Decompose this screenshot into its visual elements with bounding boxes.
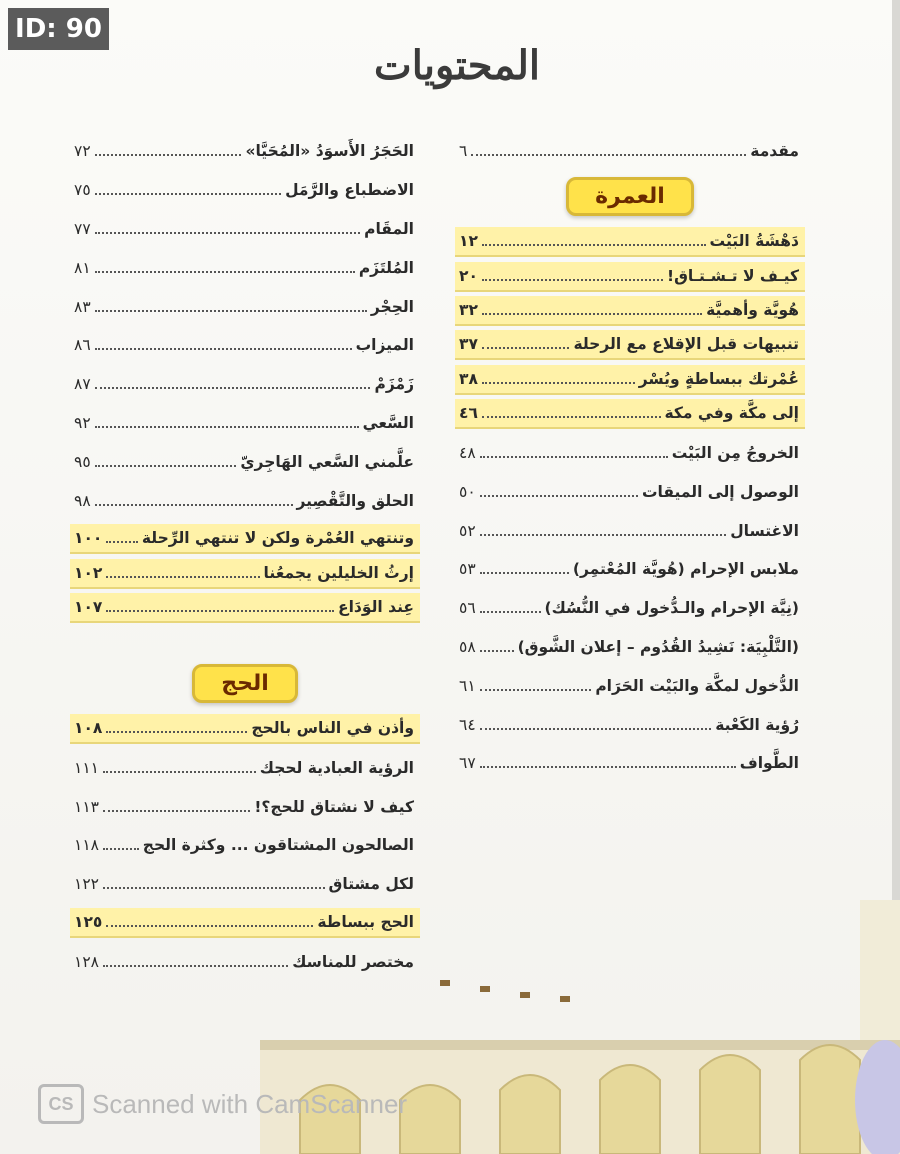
toc-entry	[70, 593, 420, 623]
toc-entry	[455, 132, 805, 171]
toc-entry-page: ١٠٢	[74, 563, 103, 582]
dot-leader	[480, 456, 668, 458]
toc-entry-page: ١٢	[459, 232, 478, 251]
toc-entry-page: ٥٨	[459, 637, 476, 656]
dot-leader	[482, 313, 702, 315]
toc-entry-page: ٥٣	[459, 560, 476, 579]
toc-entry-page: ٦١	[459, 676, 476, 695]
toc-entry-title: إرثُ الخليلين يجمعُنا	[263, 563, 414, 582]
toc-entry	[70, 132, 420, 171]
dot-leader	[95, 271, 355, 273]
section-label: العمرة	[566, 177, 694, 216]
toc-entry-page: ٤٦	[459, 404, 478, 423]
toc-entry-page: ٤٨	[459, 443, 476, 462]
dot-leader	[482, 279, 663, 281]
toc-entry-title: المُلتَزَم	[358, 258, 414, 277]
dot-leader	[480, 650, 514, 652]
toc-entry	[455, 705, 805, 744]
toc-entry-page: ٧٥	[74, 181, 91, 200]
dot-leader	[480, 689, 592, 691]
toc-entry-page: ٣٧	[459, 335, 478, 354]
toc-entry-page: ٦٧	[459, 754, 476, 773]
toc-entry-title: كيـف لا تـشـتـاق!	[667, 266, 799, 285]
toc-entry-page: ٥٦	[459, 599, 476, 618]
toc-entry-page: ١١١	[74, 758, 99, 777]
toc-entry-title: الميزاب	[355, 336, 414, 355]
toc-entry-title: (نِيَّة الإحرام والـدُّخول في النُّسُك)	[544, 599, 799, 618]
toc-entry-page: ١٠٨	[74, 718, 103, 737]
toc-entry-title: تنبيهات قبل الإقلاع مع الرحلة	[573, 335, 799, 354]
toc-entry-title: الخروجُ مِن البَيْت	[671, 443, 799, 462]
toc-entry-title: إلى مكَّة وفي مكة	[664, 404, 799, 423]
camscanner-logo-icon: CS	[38, 1084, 84, 1124]
toc-entry	[70, 365, 420, 404]
dot-leader	[95, 193, 281, 195]
dot-leader	[482, 347, 570, 349]
dot-leader	[106, 541, 138, 543]
toc-entry-title: مختصر للمناسك	[292, 952, 414, 971]
toc-entry-title: (التَّلْبِيَة: نَشِيدُ القُدُوم – إعلان الشَّوق)	[517, 637, 799, 656]
toc-entry	[70, 559, 420, 589]
dot-leader	[95, 310, 367, 312]
dot-leader	[482, 244, 706, 246]
toc-entry-title: دَهْشَةُ البَيْت	[709, 232, 799, 251]
dot-leader	[95, 465, 237, 467]
toc-entry	[455, 227, 805, 257]
toc-entry-title: وأذن في الناس بالحج	[251, 718, 414, 737]
id-badge: ID: 90	[8, 8, 109, 50]
toc-entry	[70, 326, 420, 365]
dot-leader	[480, 766, 736, 768]
toc-entry	[70, 404, 420, 443]
toc-entry-page: ٨٧	[74, 375, 91, 394]
toc-entry-title: مقدمة	[750, 142, 799, 161]
toc-entry-page: ٩٥	[74, 452, 91, 471]
toc-entry	[70, 714, 420, 744]
toc-entry-title: الرؤية العبادية لحجك	[259, 758, 414, 777]
toc-entry	[70, 524, 420, 554]
toc-entry-page: ٧٧	[74, 219, 91, 238]
toc-entry	[455, 330, 805, 360]
dot-leader	[103, 810, 250, 812]
toc-entry-title: رُؤية الكَعْبة	[715, 715, 799, 734]
toc-right-column	[455, 132, 805, 783]
section-label: الحج	[192, 664, 298, 703]
toc-entry-page: ١١٨	[74, 836, 99, 855]
toc-entry	[455, 666, 805, 705]
toc-entry-title: الدُّخول لمكَّة والبَيْت الحَرَام	[595, 676, 799, 695]
toc-entry	[455, 550, 805, 589]
toc-entry	[70, 287, 420, 326]
toc-entry-page: ٨٣	[74, 297, 91, 316]
dot-leader	[106, 610, 334, 612]
page-title: المحتويات	[374, 42, 540, 89]
toc-entry-page: ٣٢	[459, 300, 478, 319]
toc-entry	[455, 296, 805, 326]
camscanner-watermark	[38, 1084, 407, 1124]
toc-entry-title: زَمْزَمْ	[374, 375, 414, 394]
toc-entry-title: الطَّواف	[739, 754, 799, 773]
toc-entry	[455, 511, 805, 550]
toc-entry	[70, 748, 420, 787]
toc-entry-title: الحِجْر	[370, 297, 414, 316]
toc-entry-title: الحَجَرُ الأَسوَدُ «المُحَيَّا»	[245, 142, 414, 161]
dot-leader	[95, 232, 360, 234]
toc-entry-title: علَّمني السَّعي الهَاجِريّ	[240, 452, 414, 471]
toc-entry	[455, 434, 805, 473]
dot-leader	[95, 426, 359, 428]
spacer	[70, 628, 420, 658]
toc-entry-page: ١١٣	[74, 797, 99, 816]
toc-entry-title: المقَام	[364, 219, 414, 238]
toc-entry	[455, 365, 805, 395]
toc-entry	[70, 442, 420, 481]
toc-entry	[70, 248, 420, 287]
dot-leader	[480, 572, 569, 574]
section-header	[455, 171, 805, 223]
toc-entry-page: ٥٢	[459, 521, 476, 540]
toc-entry-title: عُمْرتك ببساطةٍ ويُسْر	[638, 369, 799, 388]
toc-entry-title: كيف لا نشتاق للحج؟!	[254, 797, 414, 816]
dot-leader	[95, 154, 242, 156]
toc-entry	[455, 399, 805, 429]
dot-leader	[103, 848, 139, 850]
toc-entry-title: لكل مشتاق	[328, 875, 414, 894]
dot-leader	[103, 887, 325, 889]
toc-entry-title: الاضطباع والرَّمَل	[285, 181, 414, 200]
dot-leader	[480, 611, 541, 613]
dot-leader	[95, 348, 352, 350]
toc-entry-page: ٢٠	[459, 266, 478, 285]
toc-entry	[70, 826, 420, 865]
toc-entry-title: وتنتهي العُمْرة ولكن لا تنتهي الرِّحلة	[141, 529, 414, 548]
dot-leader	[106, 576, 259, 578]
toc-entry-page: ٩٨	[74, 491, 91, 510]
toc-entry	[70, 171, 420, 210]
toc-entry-title: الصالحون المشتاقون ... وكثرة الحج	[142, 836, 414, 855]
toc-entry-page: ١٠٧	[74, 598, 103, 617]
dot-leader	[480, 728, 712, 730]
toc-entry-page: ٧٢	[74, 142, 91, 161]
toc-entry-page: ١٢٢	[74, 875, 99, 894]
dot-leader	[480, 534, 727, 536]
toc-entry-title: السَّعي	[362, 413, 414, 432]
toc-entry	[455, 262, 805, 292]
toc-entry-title: الاغتسال	[730, 521, 799, 540]
toc-entry-page: ٨٦	[74, 336, 91, 355]
toc-entry-page: ٩٢	[74, 413, 91, 432]
dot-leader	[95, 504, 293, 506]
toc-entry-page: ٦٤	[459, 715, 476, 734]
toc-entry-title: الحلق والتَّقْصِير	[296, 491, 414, 510]
toc-entry-page: ١٢٨	[74, 952, 99, 971]
toc-entry-page: ١٠٠	[74, 529, 103, 548]
toc-entry	[455, 472, 805, 511]
toc-entry	[70, 481, 420, 520]
toc-entry	[455, 744, 805, 783]
toc-entry	[70, 865, 420, 904]
toc-entry-title: عِند الوَدَاع	[338, 598, 414, 617]
toc-entry-title: ملابس الإحرام (هُويَّة المُعْتمِر)	[572, 560, 799, 579]
dot-leader	[471, 154, 746, 156]
toc-entry-page: ٦	[459, 142, 468, 161]
dot-leader	[106, 731, 247, 733]
toc-entry	[455, 628, 805, 667]
toc-entry-page: ٥٠	[459, 482, 476, 501]
dot-leader	[103, 771, 256, 773]
toc-entry-title: هُويَّة وأهميَّة	[706, 300, 799, 319]
toc-entry	[70, 210, 420, 249]
toc-entry	[70, 787, 420, 826]
toc-entry-page: ١٢٥	[74, 912, 103, 931]
dot-leader	[482, 382, 635, 384]
toc-left-column	[70, 132, 420, 981]
dot-leader	[482, 416, 661, 418]
dot-leader	[480, 495, 638, 497]
toc-entry-page: ٨١	[74, 258, 91, 277]
toc-entry-title: الوصول إلى الميقات	[641, 482, 799, 501]
watermark-text: Scanned with CamScanner	[92, 1088, 408, 1119]
section-header	[70, 658, 420, 710]
dot-leader	[95, 387, 371, 389]
toc-entry-page: ٣٨	[459, 369, 478, 388]
toc-entry-title: الحج ببساطة	[317, 912, 414, 931]
toc-entry	[455, 589, 805, 628]
